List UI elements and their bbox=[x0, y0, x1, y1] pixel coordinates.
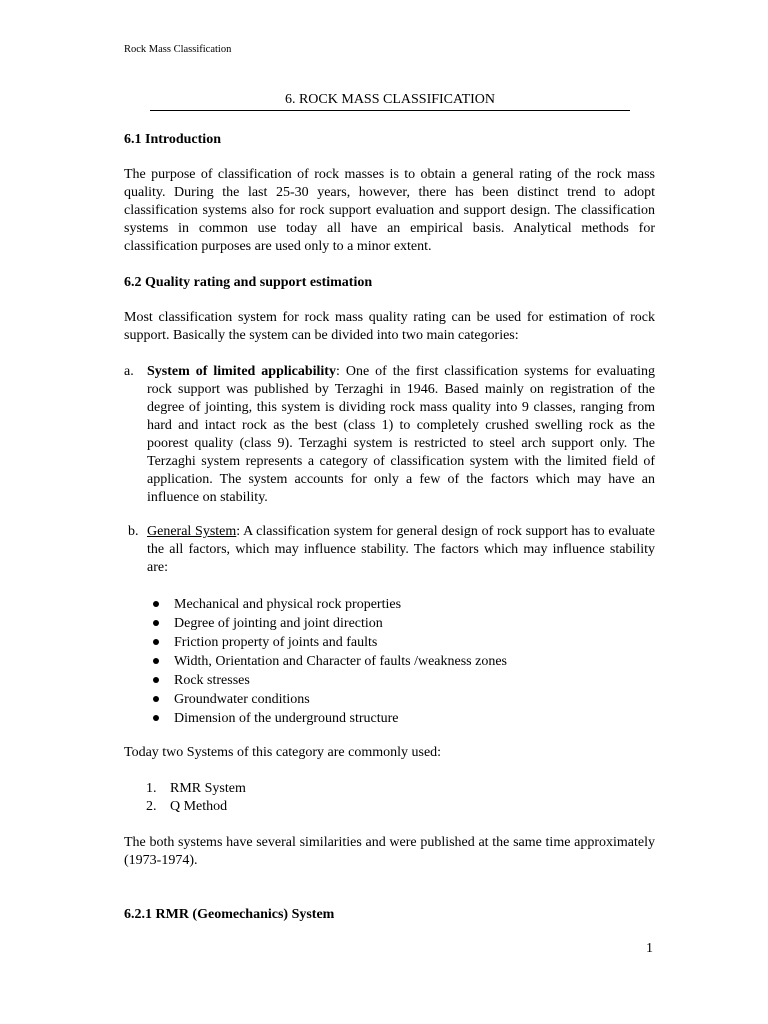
item-a-label: System of limited applicability bbox=[147, 364, 336, 379]
bullet-icon bbox=[153, 696, 159, 702]
intro-paragraph: The purpose of classification of rock masses is to obtain a general rating of the rock mass quality. During the last 25-30 years, however, there has been distinct trend to adopt classification systems also for rock support evaluation and support design. The classification systems in common use today all have an empirical basis. Analytical methods for classification purposes are used only to a minor extent. bbox=[124, 167, 655, 254]
item-b-marker: b. bbox=[128, 524, 139, 539]
bullet-icon bbox=[153, 639, 159, 645]
bullet-icon bbox=[153, 620, 159, 626]
item-a bbox=[147, 363, 655, 507]
list-item: Rock stresses bbox=[152, 671, 507, 690]
both-paragraph: The both systems have several similarities and were published at the same time approximately (1973-1974). bbox=[124, 835, 655, 868]
item-a-marker: a. bbox=[124, 364, 134, 379]
rmr-heading: 6.2.1 RMR (Geomechanics) System bbox=[124, 907, 335, 922]
bullet-icon bbox=[153, 601, 159, 607]
quality-paragraph: Most classification system for rock mass quality rating can be used for estimation of rock support. Basically the system can be divided into two main categories: bbox=[124, 310, 655, 343]
item-b-text: : A classification system for general design of rock support has to evaluate the all factors, which may influence stability. The factors which may influence stability are: bbox=[147, 524, 655, 575]
factor-list bbox=[152, 595, 507, 728]
bullet-icon bbox=[153, 658, 159, 664]
bullet-icon bbox=[153, 677, 159, 683]
item-a-text: : One of the first classification systems for evaluating rock support was published by Terzaghi in 1946. Based mainly on registration of the degree of jointing, this system is dividing rock mass quality into 9 classes, ranging from hard and intact rock as the best (class 1) to completely crushed swelling rock as the poorest quality (class 9). Terzaghi system is restricted to steel arch support only. The Terzaghi system represents a category of classification system with the limited field of application. The system accounts for only a few of the factors which may have an influence on stability. bbox=[147, 364, 655, 505]
list-item: Mechanical and physical rock properties bbox=[152, 595, 507, 614]
item-b bbox=[147, 523, 655, 577]
list-item: Degree of jointing and joint direction bbox=[152, 614, 507, 633]
today-paragraph: Today two Systems of this category are commonly used: bbox=[124, 745, 442, 760]
item-b-label: General System bbox=[147, 524, 237, 539]
running-head: Rock Mass Classification bbox=[124, 44, 232, 55]
list-item: Groundwater conditions bbox=[152, 690, 507, 709]
list-item: 1. RMR System bbox=[146, 781, 246, 796]
intro-heading: 6.1 Introduction bbox=[124, 132, 221, 147]
list-item: 2. Q Method bbox=[146, 799, 228, 814]
chapter-title: 6. ROCK MASS CLASSIFICATION bbox=[150, 92, 630, 111]
bullet-icon bbox=[153, 715, 159, 721]
list-item: Friction property of joints and faults bbox=[152, 633, 507, 652]
page-number: 1 bbox=[646, 941, 653, 956]
systems-list bbox=[146, 780, 246, 816]
quality-heading: 6.2 Quality rating and support estimation bbox=[124, 275, 373, 290]
list-item: Dimension of the underground structure bbox=[152, 709, 507, 728]
list-item: Width, Orientation and Character of faults /weakness zones bbox=[152, 652, 507, 671]
